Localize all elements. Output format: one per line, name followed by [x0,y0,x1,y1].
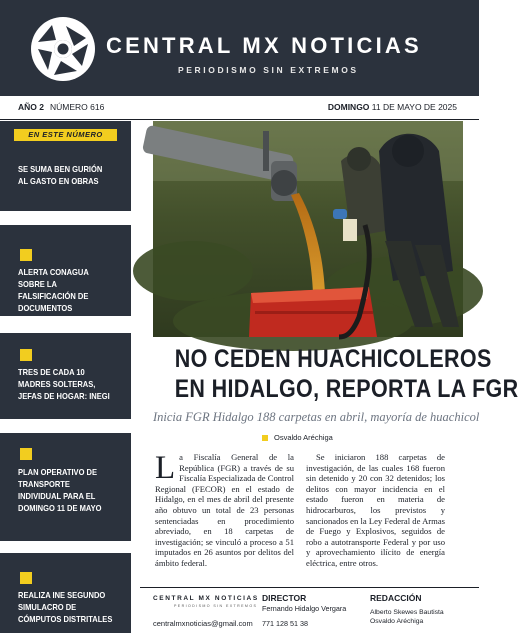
headline-line-2: EN HIDALGO, REPORTA LA FGR [174,375,519,403]
issue-date [328,102,457,112]
sidebar-item-label: PLAN OPERATIVO DE TRANSPORTE INDIVIDUAL PARA EL DOMINGO 11 DE MAYO [18,467,102,513]
author-name: Osvaldo Aréchiga [274,433,333,442]
sidebar-block-5[interactable] [0,553,131,633]
sidebar-block-4[interactable] [0,433,131,541]
footer-redaccion-label: REDACCIÓN [370,593,422,603]
footer-redaccion-1: Alberto Skewes Bautista [370,609,444,616]
bullet-square-icon [20,249,32,261]
sidebar-item-label: REALIZA INE SEGUNDO SIMULACRO DE CÓMPUTOS DISTRITALES [18,590,113,624]
sidebar-block-1[interactable] [0,121,131,211]
newspaper-title: CENTRAL MX NOTICIAS [106,33,422,58]
article-subhead: Inicia FGR Hidalgo 188 carpetas en abril, mayoría de huachicol [153,410,480,424]
headline-line-1: NO CEDEN HUACHICOLEROS [174,345,492,373]
sidebar-item-label: SE SUMA BEN GURIÓN AL GASTO EN OBRAS [18,164,103,186]
footer-divider [140,587,479,588]
bullet-square-icon [20,349,32,361]
article-column-1 [155,452,294,569]
newspaper-tagline: PERIODISMO SIN EXTREMOS [178,65,359,75]
dropcap: L [155,450,176,486]
footer-director-name: Fernando Hidalgo Vergara [262,604,347,613]
issue-year: AÑO 2 [18,102,44,112]
camera-aperture-logo [30,16,96,82]
footer-email[interactable]: centralmxnoticias@gmail.com [153,619,253,628]
masthead [0,0,479,96]
sidebar-item-label: ALERTA CONAGUA SOBRE LA FALSIFICACIÓN DE DOCUMENTOS [18,267,89,313]
issue-day: DOMINGO [327,102,370,112]
article-column-1-text: a Fiscalía General de la República (FGR) a través de su Fiscalía Especializada de Control Regional (FECOR) en el estado de Hidalgo, en el mes de abril del presente año obtuvo un total de 23 personas sentenciadas en procedimiento abreviado, en 18 carpetas de investigación; se vinculó a proceso a 51 imputados en 26 asuntos por delitos del ámbito federal. [155,452,294,568]
issue-number-value: NÚMERO 616 [49,102,105,112]
footer-brand-tagline: PERIODISMO SIN EXTREMOS [174,604,258,608]
issue-number [18,102,104,112]
footer-brand: CENTRAL MX NOTICIAS [153,595,259,602]
article-headline [174,344,519,404]
byline-square-icon [262,435,268,441]
sidebar-in-this-issue [0,121,131,633]
sidebar-header: EN ESTE NÚMERO [14,129,117,141]
issue-date-value: 11 DE MAYO DE 2025 [371,102,457,112]
sidebar-item-label: TRES DE CADA 10 MADRES SOLTERAS, JEFAS DE HOGAR: INEGI [18,367,110,401]
bullet-square-icon [20,448,32,460]
sidebar-block-2[interactable] [0,225,131,316]
sidebar-block-3[interactable] [0,333,131,419]
article-byline [262,433,333,442]
footer-phone: 771 128 51 38 [262,619,308,628]
issue-bar [0,96,479,120]
footer-redaccion-2: Osvaldo Aréchiga [370,618,424,625]
bullet-square-icon [20,572,32,584]
article-column-2: Se iniciaron 188 carpetas de investigación, de las cuales 168 fueron sin detenido y 20 con 32 detenidos; los delitos con mayor incidencia en el estado fueron en materia de hidrocarburos, los previstos y sancionados en la Ley Federal de Armas de Fuego y Explosivos, seguidos de robo a autotransporte Federal y por uso y aprovechamiento ilícito de energía eléctrica, entre otros. [306,452,445,568]
footer-director-label: DIRECTOR [262,593,307,603]
hero-photo [153,121,463,337]
